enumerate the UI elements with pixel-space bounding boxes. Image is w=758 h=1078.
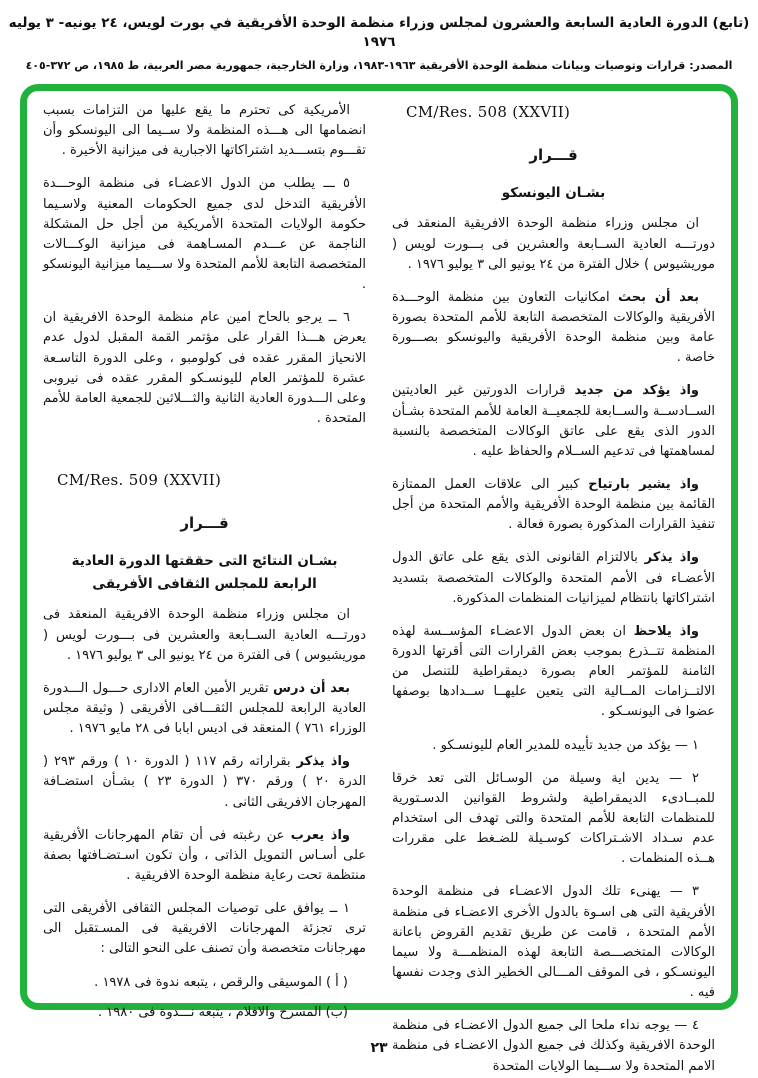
subject-line-1: بشـان النتائج التى حققتها الدورة العادية [71,552,338,569]
resolution-heading: قـــرار [180,514,229,533]
paragraph: واذ يذكر بقراراته رقم ١١٧ ( الدورة ١٠ ) ورقم ٢٩٣ ( الدرة ٢٠ ) ورقم ٣٧٠ ( الدورة ٢٣ ) بشـأن استضـافة المهرجان الافريقى الثانى . [43,754,367,810]
numbered-item-2: ٢ — يدين اية وسيلة من الوسـائل التى تعد خرقا للمبــادىء الديمقراطية ولشروط القوانين الدسـتورية للمنظمات التابعة للأمم المتحدة والتى تهدف الى استخدام عدم سـداد الاشـتراكات كوسـيلة للضـغط على مقررات هــذه المنظمات . [392,770,715,867]
numbered-item-1: ١ — يؤكد من جديد تأييده للمدير العام لليونسـكو . [432,737,699,753]
numbered-item-1: ١ ــ يوافق على توصيات المجلس الثقافى الأفريقى التى ترى تجزئة المهرجانات الافريقية فى المسـتقبل الى مهرجانات متخصصة وأن تصنف على النحو التالى : [43,901,366,957]
resolution-heading: قـــرار [529,146,578,165]
paragraph: بعد أن درس تقرير الأمين العام الادارى حـــول الـــدورة العادية الرابعة للمجلس الثقـــافى الأفريقى ( وثيقة مجلس الوزراء ٧٦١ ) المنعقد فى اديس ابابا فى ٢٨ مايو ١٩٧٦ . [43,680,366,737]
resolution-subject [43,550,366,596]
paragraph: واذ يشير بارتياح كبير الى علاقات العمل الممتازة القائمة بين منظمة الوحدة الأفريقية والأمم المتحدة من أجل تنفيذ القرارات المذكورة بصورة فعالة . [392,476,715,533]
list-item-a: ( أ ) الموسيقى والرقص ، يتبعه ندوة فى ١٩٧٨ . [94,974,348,990]
paragraph: واذ يعرب عن رغبته فى أن تقام المهرجانات الأفريقية على أسـاس التمويل الذاتى ، وأن تكون اسـتضـافتها بصفة منتظمة تحت رعاية منظمة الوحدة الافريقية . [43,827,366,884]
continuation-paragraph: الأمريكية كى تحترم ما يقع عليها من التزامات بسبب انضمامها الى هـــذه المنظمة ولا ســيما الى اليونسكو وأن تقـــوم بتســـديد اشتراكاتها الاجبارية فى ميزانية الأخيرة . [43,103,366,159]
paragraph: واذ يلاحظ ان بعض الدول الاعضـاء المؤســسة لهذه المنظمة تتــذرع بموجب بعض القرارات التى أقرتها الدورة الثامنة للمؤتمر العام بصورة ديمقراطية للتنصل من الالتــزامات المــالية التى يتعين عليهــا ســدادها بوصفها عضوا فى اليونسـكو . [392,623,715,720]
numbered-item-3: ٣ — يهنىء تلك الدول الاعضـاء فى منظمة الوحدة الأفريقية التى هى اسـوة بالدول الأخرى الاعضـاء فى منظمة الأمم المتحدة ، قامت عن طريق تقديم القروض باعانة الوكالات المتخصـــصة التابعة لهذه المنظمـــة ولا سيما اليونسـكو ، فى الموقف المـــالى الخطير الذى وجدت نفسها فيه . [392,884,715,1001]
page-number: ٢٣ [370,1040,388,1056]
paragraph: واذ يؤكد من جديد قرارات الدورتين غير العاديتين الســادســة والســابعة للجمعيــة العامة للأمم المتحدة بشـأن الدور الذى يقع على عاتق الوكالات المتخصصة بالنسبة لمساهمتها فى تدعيم الســلام والحفاظ عليه . [392,383,715,459]
numbered-item-5: ٥ ـــ يطلب من الدول الاعضـاء فى منظمة الوحـــدة الأفريقية التدخل لدى جميع الحكومات المعنية ولاسـيما حكومة الولايات المتحدة الأمريكية من أجل حل المشكلة الناجمة عن عـــدم المسـاهمة فى ميزانية الوكـــالات المتخصصة التابعة للأمم المتحدة ولا ســـيما ميزانية اليونسكو . [43,176,366,293]
paragraph: واذ يذكر بالالتزام القانونى الذى يقع على عاتق الدول الأعضـاء فى الأمم المتحدة والوكالات المتخصصة بتسديد اشتراكاتها بانتظام لميزانيات المنظمات المذكورة. [392,550,715,606]
two-column-layout [27,91,731,1074]
resolution-subject: بشـان اليونسكو [501,184,606,201]
numbered-item-4: ٤ — يوجه نداء ملحا الى جميع الدول الاعضـاء فى منظمة الوحدة الافريقية وكذلك فى جميع الدول الاعضـاء فى منظمة الامم المتحدة ولا ســـيما الولايات المتحدة [392,1018,715,1074]
paragraph: ان مجلس وزراء منظمة الوحدة الافريقية المنعقد فى دورتـــه العادية الســابعة والعشرين فى بـــورت لويس ( موريشيوس ) خلال الفترة من ٢٤ يونيو الى ٣ يوليو ١٩٧٦ . [392,216,715,272]
document-border [20,84,738,1074]
right-column [392,101,715,1074]
resolution-ref-509: CM/Res. 509 (XXVII) [57,471,222,490]
session-title: (تابع) الدورة العادية السابعة والعشرون لمجلس وزراء منظمة الوحدة الأفريقية في بورت لويس، ٢٤ يونيه- ٣ يوليه ١٩٧٦ [8,15,750,50]
paragraph: بعد أن بحث امكانيات التعاون بين منظمة الوحـــدة الأفريقية والوكالات المتخصصة التابعة للأمم المتحدة بصورة عامة وبين منظمة الوحدة الأفريقية واليونسكو بصـــورة خاصة . [392,289,715,366]
page-header [0,0,758,72]
source-citation: المصدر: قرارات وتوصيات وبيانات منظمة الوحدة الأفريقية ١٩٦٣-١٩٨٣، وزارة الخارجية، جمهورية مصر العربية، ط ١٩٨٥، ص ٣٧٢-٤٠٥ [25,58,733,72]
left-column [43,101,367,1020]
subject-line-2: الرابعة للمجلس الثقافى الأفريقى [92,575,317,592]
list-item-b: (ب) المسرح والافلام ، يتبعه نـــدوة فى ١٩٨٠ . [98,1004,348,1020]
numbered-item-6: ٦ ــ يرجو بالحاح امين عام منظمة الوحدة الافريقية ان يعرض هـــذا القرار على مؤتمر القمة المقبل لدول عدم الانحياز المقرر عقده فى كولومبو ، وعلى الدورة التاسـعة عشرة للمؤتمر العام لليونسـكو المقرر عقده فى نيروبى وعلى الـــدورة العادية الثانية والثـــلاثين للجمعية العامة للأمم المتحدة . [43,310,366,426]
resolution-ref-508: CM/Res. 508 (XXVII) [406,103,571,121]
paragraph: ان مجلس وزراء منظمة الوحدة الافريقية المنعقد فى دورتـــه العادية الســابعة والعشرين فى بـــورت لويس ( موريشيوس ) فى الفترة من ٢٤ يونيو الى ٣ يوليو ١٩٧٦ . [43,607,366,663]
